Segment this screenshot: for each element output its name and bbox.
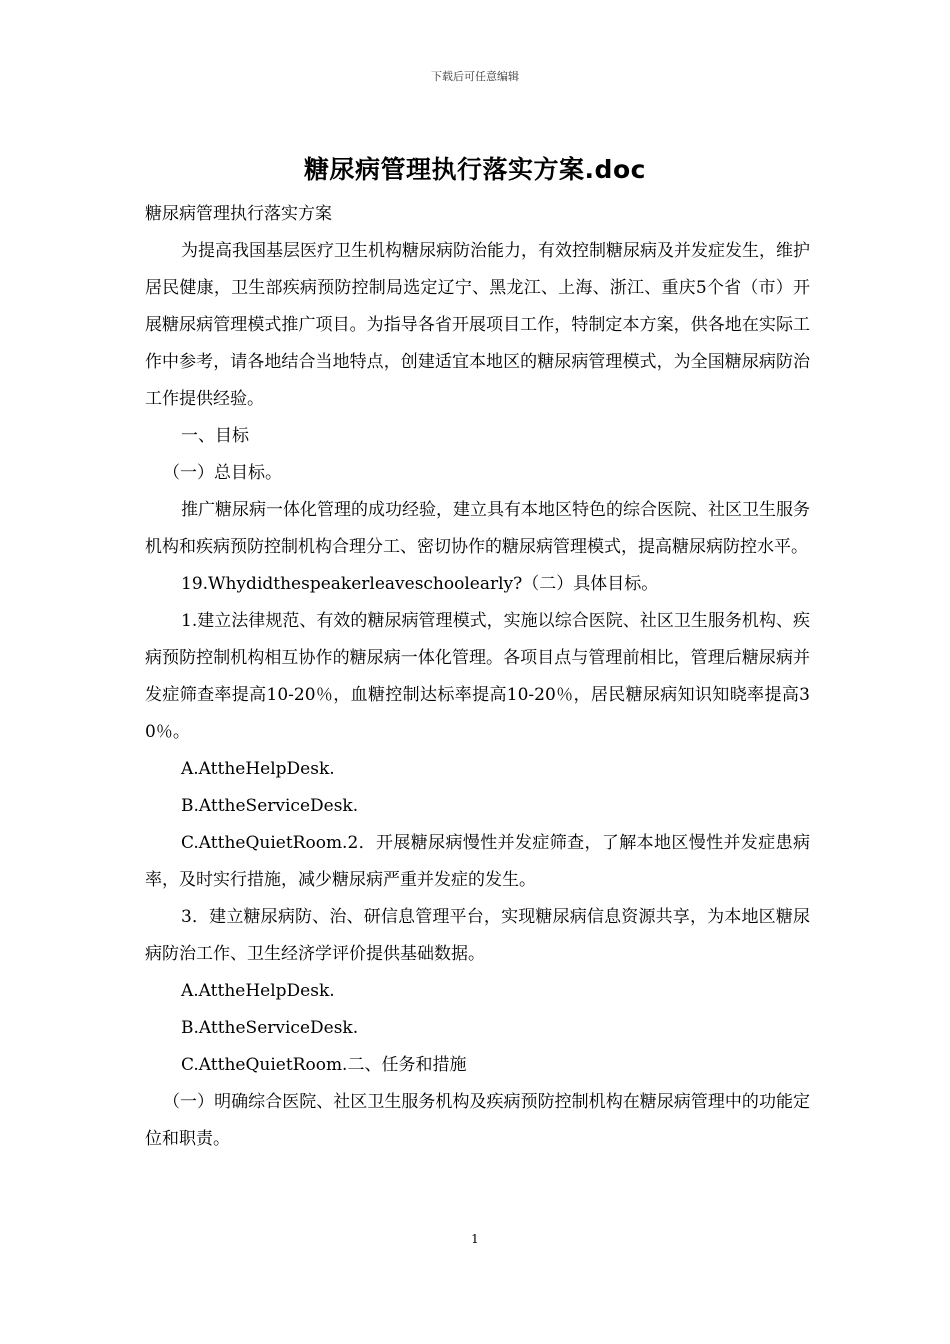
paragraph-tasks-1: （一）明确综合医院、社区卫生服务机构及疾病预防控制机构在糖尿病管理中的功能定位和职责。 (145, 1092, 810, 1149)
header-note: 下载后可任意编辑 (431, 70, 519, 83)
paragraph-overall-goal: 推广糖尿病一体化管理的成功经验，建立具有本地区特色的综合医院、社区卫生服务机构和疾病预防控制机构合理分工、密切协作的糖尿病管理模式，提高糖尿病防控水平。 (145, 500, 810, 557)
paragraph-specific-goal-1: 1.建立法律规范、有效的糖尿病管理模式，实施以综合医院、社区卫生服务机构、疾病预防控制机构相互协作的糖尿病一体化管理。各项目点与管理前相比，管理后糖尿病并发症筛查率提高10-20％，血糖控制达标率提高10-20％，居民糖尿病知识知晓率提高30％。 (145, 611, 810, 742)
paragraph-intro: 为提高我国基层医疗卫生机构糖尿病防治能力，有效控制糖尿病及并发症发生，维护居民健康，卫生部疾病预防控制局选定辽宁、黑龙江、上海、浙江、重庆5个省（市）开展糖尿病管理模式推广项目。为指导各省开展项目工作，特制定本方案，供各地在实际工作中参考，请各地结合当地特点，创建适宜本地区的糖尿病管理模式，为全国糖尿病防治工作提供经验。 (145, 241, 810, 409)
page-number: 1 (471, 1232, 479, 1246)
document-title: 糖尿病管理执行落实方案.doc (304, 155, 646, 184)
document-subtitle: 糖尿病管理执行落实方案 (145, 204, 332, 224)
option-a-2: A.AttheHelpDesk. (181, 981, 335, 1001)
subsection-heading-overall-goal: （一）总目标。 (163, 463, 282, 483)
option-b-2: B.AttheServiceDesk. (181, 1018, 359, 1038)
paragraph-question-19: 19.Whydidthespeakerleaveschoolearly?（二）具体目标。 (181, 574, 659, 594)
option-c-goal-2: C.AttheQuietRoom.2．开展糖尿病慢性并发症筛查，了解本地区慢性并发症患病率，及时实行措施，减少糖尿病严重并发症的发生。 (145, 833, 810, 890)
option-c-tasks-heading: C.AttheQuietRoom.二、任务和措施 (181, 1055, 467, 1075)
option-a: A.AttheHelpDesk. (181, 759, 335, 779)
paragraph-specific-goal-3: 3．建立糖尿病防、治、研信息管理平台，实现糖尿病信息资源共享，为本地区糖尿病防治工作、卫生经济学评价提供基础数据。 (145, 907, 810, 964)
section-heading-goals: 一、目标 (181, 426, 249, 446)
option-b: B.AttheServiceDesk. (181, 796, 359, 816)
document-body (145, 196, 810, 1158)
